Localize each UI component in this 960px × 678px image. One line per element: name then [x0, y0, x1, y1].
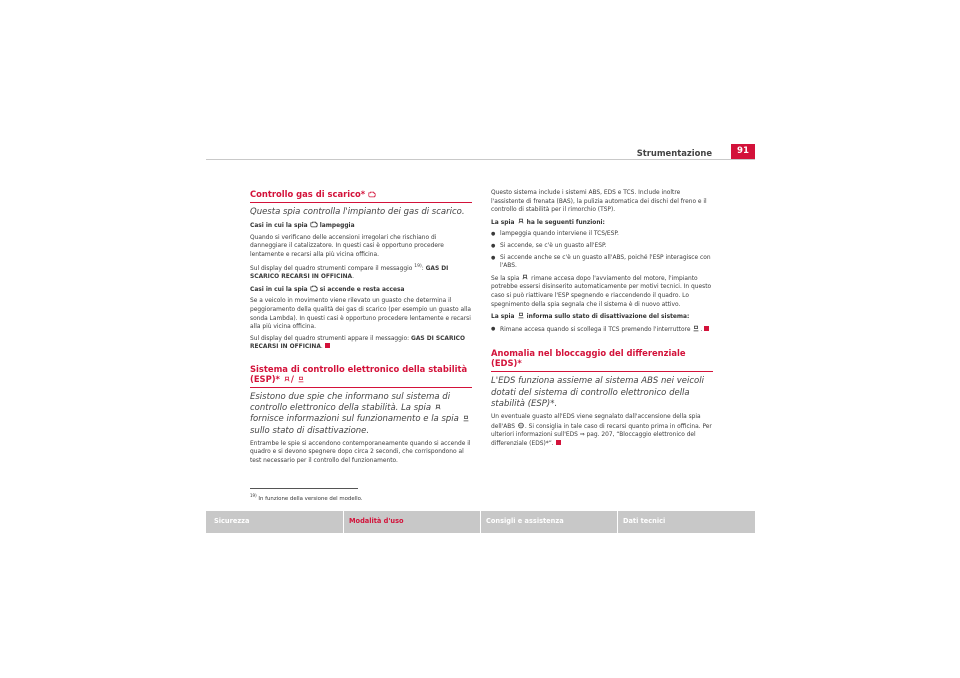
section-end-marker [704, 326, 709, 331]
heading-rule [491, 371, 713, 372]
tab-modalita-duso[interactable]: Modalità d'uso [349, 517, 404, 525]
esp-off-icon [517, 312, 525, 319]
header-rule [206, 159, 755, 160]
tab-dati-tecnici[interactable]: Dati tecnici [623, 517, 666, 525]
subheading-steady: Casi in cui la spia si accende e resta accesa [250, 286, 405, 293]
paragraph: Un eventuale guasto all'EDS viene segnalato dall'accensione della spia dell'ABS ABS . Si consiglia in tale caso di recarsi quanto prima in officina. Per ulteriori informazioni sull'EDS ⇒ pag. 207, “Bloccaggio elettronico del differenziale (EDS)*”. [491, 413, 712, 447]
paragraph: Se la spia rimane accesa dopo l'avviamento del motore, l'impianto potrebbe essersi disinserito automaticamente per motivi tecnici. In questo caso si può riattivare l'ESP spegnendo e riaccendendo il quadro. Lo spegnimento della spia segnala che il sistema è di nuovo attivo. [491, 275, 712, 308]
footnote-rule [250, 488, 358, 489]
esp-skid-icon [517, 218, 525, 225]
esp-skid-icon [434, 404, 442, 411]
esp-off-icon [462, 415, 470, 422]
list-item: ● Si accende, se c'è un guasto all'ESP. [491, 242, 713, 251]
paragraph: Quando si verificano delle accensioni irregolari che rischiano di danneggiare il catalizzatore. In questi casi è opportuno procedere lentamente e recarsi alla più vicina officina. [250, 234, 444, 258]
page-header-title: Strumentazione [636, 148, 712, 158]
svg-text:ABS: ABS [518, 424, 524, 428]
tab-divider [480, 511, 481, 533]
esp-off-icon [297, 376, 305, 383]
list-item: ● Rimane accesa quando si scollega il TCS premendo l'interruttore . [491, 325, 713, 335]
list-item: ● lampeggia quando interviene il TCS/ESP. [491, 230, 713, 239]
section-lead: Esistono due spie che informano sul sistema di controllo elettronico della stabilità. La spia fornisce informazioni sul funzionamento e la spia sullo stato di disattivazione. [250, 392, 472, 437]
section-heading-esp: Sistema di controllo elettronico della stabilità (ESP)* / [250, 363, 468, 384]
heading-rule [250, 387, 472, 388]
esp-skid-icon [283, 376, 291, 383]
esp-skid-icon [521, 274, 529, 281]
footnote: $^{19)}$ In funzione della versione del modello. [250, 493, 363, 502]
tab-sicurezza[interactable]: Sicurezza [214, 517, 250, 525]
engine-exhaust-icon [310, 221, 318, 228]
paragraph: Sul display del quadro strumenti compare il messaggio $^{19)}$: GAS DI SCARICO RECARSI IN OFFICINA. [250, 263, 449, 281]
section-end-marker [325, 343, 330, 348]
section-heading-exhaust: Controllo gas di scarico* [250, 189, 472, 199]
section-end-marker [556, 440, 561, 445]
paragraph: Entrambe le spie si accendono contemporaneamente quando si accende il quadro e si devono spegnere dopo circa 2 secondi, che corrispondono al test necessario per il controllo del funzionamento. [250, 440, 471, 464]
tab-consigli-e-assistenza[interactable]: Consigli e assistenza [486, 517, 564, 525]
paragraph: Sul display del quadro strumenti appare il messaggio: GAS DI SCARICO RECARSI IN OFFICINA. [250, 335, 466, 351]
paragraph: Se a veicolo in movimento viene rilevato un guasto che determina il peggioramento della qualità dei gas di scarico (per esempio un guasto alla sonda Lambda). In questi casi è opportuno procedere lentamente e recarsi alla più vicina officina. [250, 298, 471, 331]
subheading-blinking: Casi in cui la spia lampeggia [250, 223, 355, 230]
page-number: 91 [731, 144, 755, 159]
subheading-esp-functions: La spia ha le seguenti funzioni: [491, 219, 605, 226]
tab-divider [617, 511, 618, 533]
left-column [250, 189, 472, 468]
abs-icon [517, 422, 525, 429]
right-column [491, 189, 713, 451]
section-lead: L'EDS funziona assieme al sistema ABS nei veicoli dotati del sistema di controllo elettronico della stabilità (ESP)*. [491, 376, 704, 409]
engine-exhaust-icon [368, 191, 376, 198]
paragraph: Questo sistema include i sistemi ABS, EDS e TCS. Include inoltre l'assistente di frenata (BAS), la pulizia automatica dei dischi del freno e il controllo di stabilità per il rimorchio (TSP). [491, 190, 707, 214]
tab-divider [343, 511, 344, 533]
footer-nav [206, 511, 755, 533]
engine-exhaust-icon [310, 285, 318, 292]
section-heading-eds: Anomalia nel bloccaggio del differenziale (EDS)* [491, 348, 686, 369]
footnote-ref: 19) [414, 263, 422, 269]
bullet-list [491, 230, 713, 270]
section-lead: Questa spia controlla l'impianto dei gas di scarico. [250, 207, 465, 217]
subheading-esp-off: La spia informa sullo stato di disattivazione del sistema: [491, 314, 690, 321]
list-item: ● Si accende anche se c'è un guasto all'ABS, poiché l'ESP interagisce con l'ABS. [491, 254, 713, 271]
heading-rule [250, 202, 472, 203]
